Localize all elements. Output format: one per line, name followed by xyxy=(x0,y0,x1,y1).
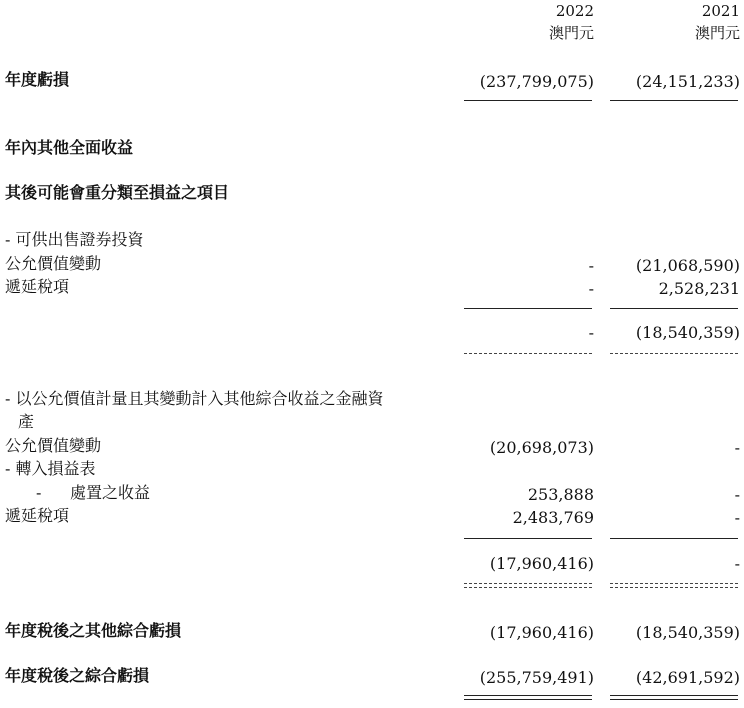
oci-after-tax-label: 年度稅後之其他綜合虧損 xyxy=(5,621,182,640)
total-comprehensive-2021: (42,691,592) xyxy=(635,668,740,687)
disposal-gain-2022: 253,888 xyxy=(527,485,594,504)
dash-afs-2022 xyxy=(464,353,592,354)
afs-deferred-tax-2021: 2,528,231 xyxy=(658,279,740,298)
fvoci-subtotal-2021: - xyxy=(734,554,740,573)
loss-for-year-2021: (24,151,233) xyxy=(635,72,740,91)
year-2021-header: 2021 xyxy=(701,2,740,20)
fvoci-deferred-tax-label: 遞延稅項 xyxy=(5,506,70,525)
afs-fv-change-2022: - xyxy=(588,256,594,275)
afs-deferred-tax-label: 遞延稅項 xyxy=(5,277,70,296)
afs-subtotal-2021: (18,540,359) xyxy=(635,323,740,342)
fvoci-deferred-tax-2021: - xyxy=(734,508,740,527)
afs-heading: - 可供出售證券投資 xyxy=(5,230,144,249)
fvoci-deferred-tax-2022: 2,483,769 xyxy=(512,508,594,527)
oci-after-tax-2021: (18,540,359) xyxy=(635,623,740,642)
afs-deferred-tax-2022: - xyxy=(588,279,594,298)
disposal-gain-label: 處置之收益 xyxy=(70,483,151,502)
reclass-heading: 其後可能會重分類至損益之項目 xyxy=(5,183,230,202)
double-rule-2022-a xyxy=(464,695,592,696)
oci-heading: 年內其他全面收益 xyxy=(5,138,134,157)
double-rule-2021-b xyxy=(610,699,738,700)
double-rule-2021-a xyxy=(610,695,738,696)
fvoci-subtotal-2022: (17,960,416) xyxy=(489,554,594,573)
afs-fv-change-2021: (21,068,590) xyxy=(635,256,740,275)
dash-fvoci-2022-b xyxy=(464,587,592,588)
disposal-gain-dash: - xyxy=(36,483,42,502)
transfer-heading: - 轉入損益表 xyxy=(5,459,96,478)
rule-afs-2021 xyxy=(610,308,738,309)
disposal-gain-2021: - xyxy=(734,485,740,504)
total-comprehensive-label: 年度稅後之綜合虧損 xyxy=(5,666,150,685)
fvoci-fv-change-2022: (20,698,073) xyxy=(489,438,594,457)
afs-subtotal-2022: - xyxy=(588,323,594,342)
dash-fvoci-2021-a xyxy=(610,583,738,584)
dash-afs-2021 xyxy=(610,353,738,354)
dash-fvoci-2022-a xyxy=(464,583,592,584)
oci-after-tax-2022: (17,960,416) xyxy=(489,623,594,642)
fvoci-heading-line2: 產 xyxy=(18,412,35,431)
loss-for-year-2022: (237,799,075) xyxy=(479,72,594,91)
afs-fv-change-label: 公允價值變動 xyxy=(5,254,102,273)
double-rule-2022-b xyxy=(464,699,592,700)
dash-fvoci-2021-b xyxy=(610,587,738,588)
fvoci-fv-change-label: 公允價值變動 xyxy=(5,436,102,455)
rule-loss-2022 xyxy=(464,100,592,101)
rule-loss-2021 xyxy=(610,100,738,101)
year-2022-header: 2022 xyxy=(555,2,594,20)
loss-for-year-label: 年度虧損 xyxy=(5,70,70,89)
fvoci-fv-change-2021: - xyxy=(734,438,740,457)
currency-2021-header: 澳門元 xyxy=(694,24,740,42)
fvoci-heading-line1: - 以公允價值計量且其變動計入其他綜合收益之金融資 xyxy=(5,389,384,408)
rule-fvoci-2022 xyxy=(464,538,592,539)
rule-afs-2022 xyxy=(464,308,592,309)
currency-2022-header: 澳門元 xyxy=(548,24,594,42)
total-comprehensive-2022: (255,759,491) xyxy=(479,668,594,687)
rule-fvoci-2021 xyxy=(610,538,738,539)
